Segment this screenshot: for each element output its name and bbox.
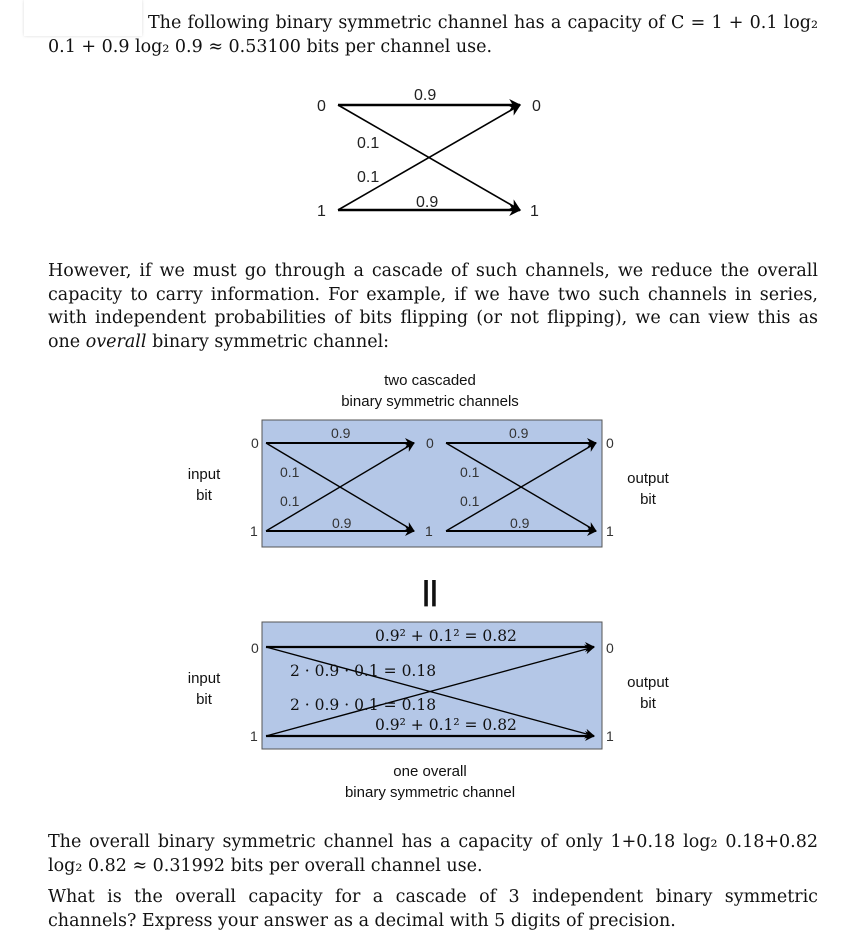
cascade-out-0: 0 (606, 435, 614, 451)
overall-out-0: 0 (606, 640, 614, 656)
stage1-top-prob: 0.9 (331, 425, 351, 441)
cascade-in-0: 0 (251, 435, 259, 451)
overall-input-label-2: bit (196, 691, 212, 708)
overall-output-label-1: output (627, 674, 669, 691)
bsc-output-1: 1 (530, 203, 539, 220)
cascade-in-1: 1 (250, 523, 258, 539)
overall-cross-eq-a: 2 · 0.9 · 0.1 = 0.18 (290, 662, 437, 680)
overall-out-1: 1 (606, 728, 614, 744)
stage2-bottom-prob: 0.9 (510, 515, 530, 531)
stage2-cross-prob-b: 0.1 (460, 493, 480, 509)
overall-caption-1: one overall (393, 763, 467, 780)
middle-text-1: However, if we must go through a cascade of such channels, we reduce the overall capacity to carry information. For example, if we have two such channels in series, with independent probabilities of bits flipping (or not flipping), we can view this as one (48, 261, 818, 352)
bsc-label-cross-b: 0.1 (357, 169, 380, 186)
middle-paragraph (48, 260, 818, 354)
stage1-bottom-prob: 0.9 (332, 515, 352, 531)
bsc-label-top: 0.9 (414, 87, 437, 104)
middle-emph: overall (85, 331, 147, 352)
bsc-input-0: 0 (317, 98, 326, 115)
cascade-title-1: two cascaded (384, 372, 476, 389)
result-paragraph: The overall binary symmetric channel has a capacity of only 1+0.18 log₂ 0.18+0.82 log₂ 0.82 ≈ 0.31992 bits per overall channel use. (48, 832, 818, 876)
overall-in-1: 1 (250, 728, 258, 744)
overall-input-label-1: input (187, 670, 221, 687)
cascade-output-label-1: output (627, 470, 669, 487)
overall-bottom-eq: 0.9² + 0.1² = 0.82 (375, 716, 517, 734)
equals-sign: || (422, 575, 438, 606)
overall-caption-2: binary symmetric channel (344, 784, 516, 801)
overall-output-label-2: bit (640, 695, 656, 712)
cascade-mid-0: 0 (426, 435, 434, 451)
cascade-input-label-1: input (187, 466, 221, 483)
bsc-label-cross-a: 0.1 (357, 135, 380, 152)
overall-cross-eq-b: 2 · 0.9 · 0.1 = 0.18 (290, 696, 437, 714)
bsc-output-0: 0 (532, 98, 541, 115)
cascade-input-label-2: bit (196, 487, 212, 504)
cascade-mid-1: 1 (425, 523, 433, 539)
overall-in-0: 0 (251, 640, 259, 656)
question-paragraph: What is the overall capacity for a cascade of 3 independent binary symmetric channels? Express your answer as a decimal with 5 digits of precision. (48, 887, 818, 931)
middle-text-2: binary symmetric channel: (146, 331, 390, 352)
cascade-figure (0, 360, 860, 810)
cascade-title-2: binary symmetric channels (341, 393, 519, 410)
cascade-out-1: 1 (606, 523, 614, 539)
overall-top-eq: 0.9² + 0.1² = 0.82 (375, 627, 517, 645)
bsc-label-bottom: 0.9 (416, 194, 439, 211)
stage1-cross-prob-b: 0.1 (280, 493, 300, 509)
stage2-cross-prob-a: 0.1 (460, 464, 480, 480)
stage2-top-prob: 0.9 (509, 425, 529, 441)
stage1-cross-prob-a: 0.1 (280, 464, 300, 480)
bsc-diagram (0, 80, 860, 230)
cascade-output-label-2: bit (640, 491, 656, 508)
bsc-input-1: 1 (317, 203, 326, 220)
intro-paragraph: The following binary symmetric channel has a capacity of C = 1 + 0.1 log₂ 0.1 + 0.9 log₂ 0.9 ≈ 0.53100 bits per channel use. (48, 13, 818, 57)
